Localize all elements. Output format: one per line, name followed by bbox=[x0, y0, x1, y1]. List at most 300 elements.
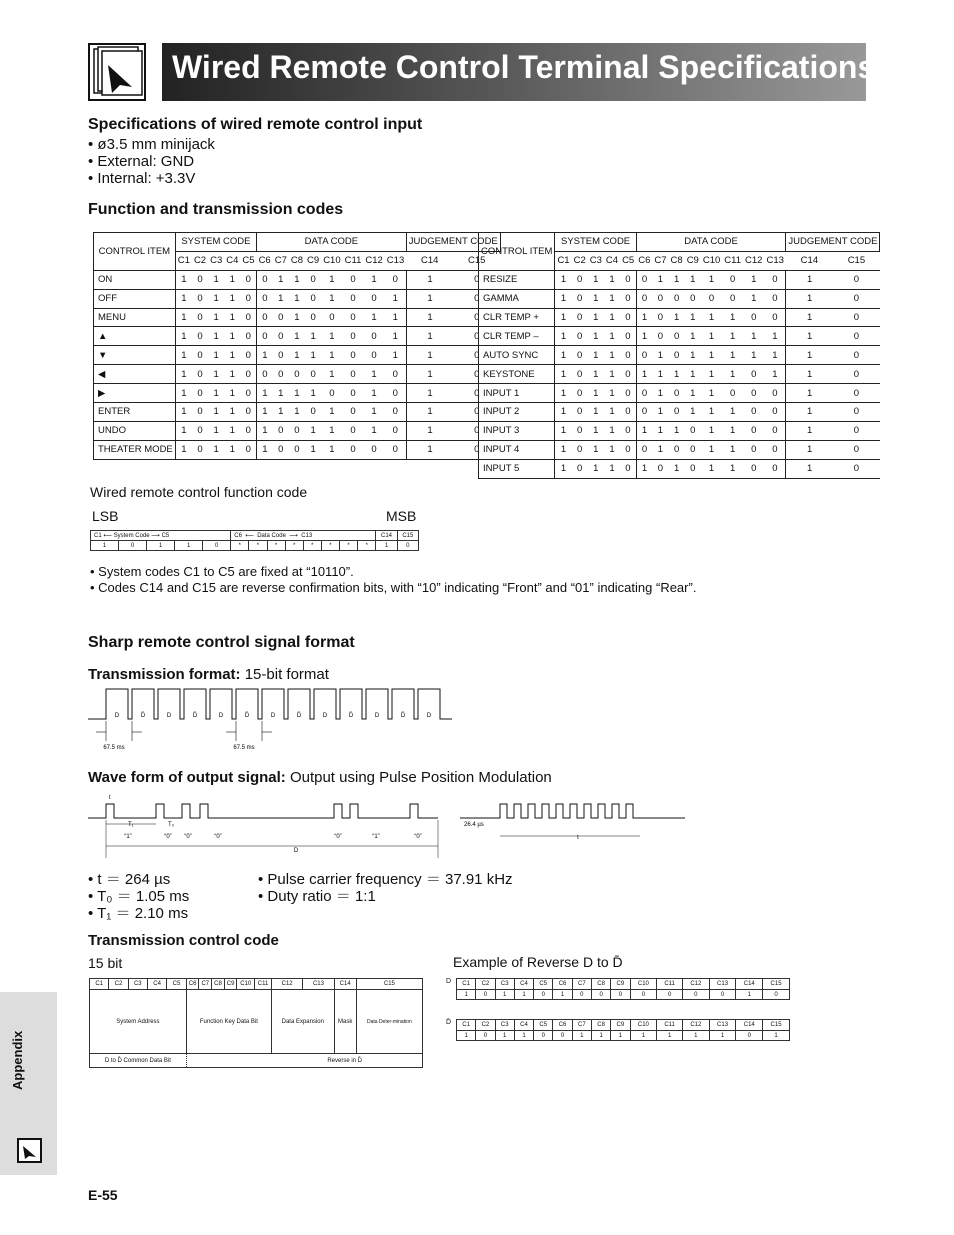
bit-cell: 0 bbox=[363, 327, 384, 346]
bit-cell: 1 bbox=[208, 440, 224, 459]
table-row bbox=[94, 308, 501, 327]
bit-cell: 1 bbox=[175, 421, 192, 440]
fc-h-c5: C5 bbox=[161, 533, 170, 539]
bit-cell: 1 bbox=[208, 421, 224, 440]
tx-control-heading: Transmission control code bbox=[88, 932, 279, 949]
bit-cell: 1 bbox=[685, 384, 701, 403]
bit-cell: 1 bbox=[406, 384, 453, 403]
bit-cell: 1 bbox=[604, 289, 620, 308]
bit-cell: 1 bbox=[208, 346, 224, 365]
bit-cell: 0 bbox=[620, 346, 636, 365]
bit-cell: 1 bbox=[604, 459, 620, 478]
bit-cell: 0 bbox=[240, 346, 256, 365]
col-header: C15 bbox=[453, 251, 500, 270]
bit-cell: 0 bbox=[833, 459, 880, 478]
bit-cell: 0 bbox=[572, 346, 588, 365]
carrier-period-label: 26.4 µs bbox=[464, 822, 484, 828]
bit-cell: 1 bbox=[588, 440, 604, 459]
bit-cell: * bbox=[340, 541, 358, 551]
bit-cell: 0 bbox=[240, 403, 256, 422]
bit-cell: 1 bbox=[208, 327, 224, 346]
bit-cell: 0 bbox=[343, 308, 364, 327]
col-header: C12 bbox=[363, 251, 384, 270]
bit-cell: 1 bbox=[305, 384, 321, 403]
bit-cell: 1 bbox=[588, 270, 604, 289]
bit-cell: 1 bbox=[652, 421, 668, 440]
bit-cell: 1 bbox=[588, 289, 604, 308]
bit-cell: 0 bbox=[833, 440, 880, 459]
bit-cell: 0 bbox=[636, 270, 652, 289]
bit-cell: 1 bbox=[636, 308, 652, 327]
col-header: C5 bbox=[620, 251, 636, 270]
bit-cell: 0 bbox=[764, 403, 785, 422]
bit-cell: 1 bbox=[604, 270, 620, 289]
col-header: C15 bbox=[763, 979, 790, 990]
bit-cell: 1 bbox=[406, 421, 453, 440]
bit-cell: 0 bbox=[289, 440, 305, 459]
bit-cell: 1 bbox=[175, 289, 192, 308]
col-header: C13 bbox=[303, 979, 334, 990]
col-header: C15 bbox=[356, 979, 422, 990]
bit-cell: 1 bbox=[701, 327, 722, 346]
col-header: C5 bbox=[534, 1020, 553, 1031]
bit-cell: 0 bbox=[192, 403, 208, 422]
col-header: C11 bbox=[722, 251, 743, 270]
note: • System codes C1 to C5 are fixed at “10110”. bbox=[90, 564, 354, 579]
table-row bbox=[479, 346, 880, 365]
reverse-d-table bbox=[456, 978, 790, 1000]
table-row bbox=[94, 327, 501, 346]
bit-cell: * bbox=[285, 541, 303, 551]
col-header: C13 bbox=[709, 979, 736, 990]
bit-cell: 1 bbox=[786, 365, 833, 384]
col-header: C13 bbox=[385, 251, 406, 270]
col-header: C8 bbox=[212, 979, 225, 990]
col-header: C9 bbox=[685, 251, 701, 270]
bit-cell: 1 bbox=[786, 289, 833, 308]
col-header: C13 bbox=[764, 251, 785, 270]
bit-cell: 1 bbox=[701, 308, 722, 327]
t0-label: T₀ bbox=[168, 822, 175, 828]
bit-cell: 1 bbox=[385, 327, 406, 346]
bit-cell: 0 bbox=[572, 365, 588, 384]
bit-cell: 0 bbox=[620, 384, 636, 403]
reverse-dbar-table bbox=[456, 1019, 790, 1041]
col-header: C11 bbox=[255, 979, 272, 990]
bit-cell: 1 bbox=[363, 308, 384, 327]
col-header: C1 bbox=[90, 979, 109, 990]
col-header: C2 bbox=[109, 979, 128, 990]
col-header: C2 bbox=[476, 1020, 495, 1031]
bit-cell: 1 bbox=[406, 289, 453, 308]
ppm-waveform-diagram bbox=[88, 788, 458, 858]
bit-cell: 0 bbox=[652, 459, 668, 478]
control-item: ▲ bbox=[94, 327, 176, 346]
bit-cell: 1 bbox=[604, 403, 620, 422]
table-row bbox=[479, 308, 880, 327]
col-header: C14 bbox=[736, 1020, 763, 1031]
col-header: C6 bbox=[553, 979, 572, 990]
control-item: CLR TEMP – bbox=[479, 327, 555, 346]
table-row bbox=[94, 289, 501, 308]
code-table-right bbox=[478, 232, 880, 479]
mask-cell: Mask bbox=[334, 990, 356, 1054]
bit-cell: 0 bbox=[591, 990, 610, 1000]
bit-cell: 1 bbox=[321, 270, 342, 289]
wave-bit-label: “0” bbox=[414, 834, 422, 840]
bit-cell: 1 bbox=[224, 440, 240, 459]
bit-cell: 1 bbox=[289, 384, 305, 403]
bit-cell: 0 bbox=[257, 327, 273, 346]
pulse-label: D bbox=[114, 713, 120, 719]
bit-cell: 1 bbox=[224, 403, 240, 422]
bit-cell: 0 bbox=[343, 289, 364, 308]
col-header: C10 bbox=[630, 979, 657, 990]
bit-cell: 1 bbox=[406, 270, 453, 289]
bit-cell: 0 bbox=[343, 440, 364, 459]
bit-cell: 0 bbox=[363, 289, 384, 308]
bit-cell: 1 bbox=[289, 289, 305, 308]
bit-cell: 0 bbox=[833, 346, 880, 365]
bit-cell: 0 bbox=[240, 440, 256, 459]
bit-cell: 1 bbox=[321, 327, 342, 346]
carrier-waveform-diagram bbox=[460, 796, 690, 846]
spec-item: • Internal: +3.3V bbox=[88, 170, 196, 187]
col-header: C12 bbox=[682, 979, 709, 990]
bit-cell: 1 bbox=[701, 346, 722, 365]
col-header: C2 bbox=[476, 979, 495, 990]
bit-cell: 1 bbox=[224, 327, 240, 346]
bit-cell: 0 bbox=[192, 327, 208, 346]
control-item: ▼ bbox=[94, 346, 176, 365]
bit-cell: 1 bbox=[786, 421, 833, 440]
bit-cell: 0 bbox=[636, 289, 652, 308]
bit-cell: 1 bbox=[406, 403, 453, 422]
bit-cell: 1 bbox=[743, 346, 764, 365]
bit-cell: 0 bbox=[652, 327, 668, 346]
bit-cell: 0 bbox=[453, 384, 500, 403]
bit-cell: 0 bbox=[833, 270, 880, 289]
col-header: C7 bbox=[572, 979, 591, 990]
col-header: C6 bbox=[257, 251, 273, 270]
pulse-label: D bbox=[218, 713, 224, 719]
bit-cell: 0 bbox=[343, 403, 364, 422]
bit-cell: 0 bbox=[572, 421, 588, 440]
bit-cell: 1 bbox=[652, 440, 668, 459]
bit-cell: 1 bbox=[604, 421, 620, 440]
col-judgement-code: JUDGEMENT CODE bbox=[406, 233, 500, 252]
bit-cell: 1 bbox=[363, 270, 384, 289]
col-header: C9 bbox=[611, 1020, 630, 1031]
t-label: t bbox=[109, 795, 111, 801]
bit-cell: 0 bbox=[363, 346, 384, 365]
col-header: C5 bbox=[240, 251, 256, 270]
bit-cell: 0 bbox=[192, 308, 208, 327]
bit-cell: 0 bbox=[192, 289, 208, 308]
bit-cell: 0 bbox=[764, 459, 785, 478]
bit-cell: 1 bbox=[175, 403, 192, 422]
bit-cell: 1 bbox=[722, 440, 743, 459]
bit-cell: 1 bbox=[764, 327, 785, 346]
bit-cell: 1 bbox=[321, 346, 342, 365]
fc-h-sys: System Code bbox=[113, 533, 150, 539]
bit-cell: 1 bbox=[722, 346, 743, 365]
pulse-label: D̄ bbox=[348, 713, 354, 719]
bit-cell: 0 bbox=[240, 270, 256, 289]
col-header: C8 bbox=[591, 979, 610, 990]
bit-cell: 0 bbox=[620, 459, 636, 478]
bit-cell: 0 bbox=[743, 384, 764, 403]
col-judgement-code: JUDGEMENT CODE bbox=[786, 233, 880, 252]
control-item: KEYSTONE bbox=[479, 365, 555, 384]
function-code-label: Wired remote control function code bbox=[90, 484, 308, 500]
bit-cell: 1 bbox=[709, 1031, 736, 1041]
bit-cell: 0 bbox=[572, 270, 588, 289]
appendix-label: Appendix bbox=[10, 1030, 25, 1090]
col-header: C14 bbox=[786, 251, 833, 270]
col-header: C7 bbox=[652, 251, 668, 270]
bit-cell: 1 bbox=[588, 403, 604, 422]
bit-cell: 1 bbox=[743, 289, 764, 308]
col-data-code: DATA CODE bbox=[257, 233, 407, 252]
col-header: C1 bbox=[555, 251, 572, 270]
param: • T₁ ＝ 2.10 ms bbox=[88, 905, 189, 922]
table-row bbox=[479, 365, 880, 384]
bit-cell: 1 bbox=[289, 308, 305, 327]
fc-h-c13: C13 bbox=[301, 533, 313, 539]
bit-cell: 0 bbox=[453, 421, 500, 440]
bit-cell: 0 bbox=[652, 289, 668, 308]
bit-cell: 0 bbox=[764, 289, 785, 308]
reverse-cell: Reverse in D̄ bbox=[186, 1054, 422, 1068]
bit-cell: * bbox=[267, 541, 285, 551]
bit-cell: 0 bbox=[273, 346, 289, 365]
control-item: GAMMA bbox=[479, 289, 555, 308]
col-header: C6 bbox=[186, 979, 199, 990]
control-item: ◀ bbox=[94, 365, 176, 384]
col-header: C4 bbox=[604, 251, 620, 270]
bit-cell: 1 bbox=[406, 327, 453, 346]
bit-cell: 1 bbox=[457, 990, 476, 1000]
col-header: C1 bbox=[457, 1020, 476, 1031]
table-row bbox=[94, 384, 501, 403]
bit-cell: 1 bbox=[572, 1031, 591, 1041]
bit-cell: 1 bbox=[786, 308, 833, 327]
bit-cell: 0 bbox=[743, 403, 764, 422]
bit-cell: 0 bbox=[669, 289, 685, 308]
table-row bbox=[479, 327, 880, 346]
bit-cell: 0 bbox=[192, 384, 208, 403]
bit-cell: 0 bbox=[669, 327, 685, 346]
bit-cell: 1 bbox=[764, 346, 785, 365]
bit-cell: 1 bbox=[208, 365, 224, 384]
bit-cell: 1 bbox=[273, 289, 289, 308]
bit-cell: 1 bbox=[514, 1031, 533, 1041]
bit-cell: 1 bbox=[786, 440, 833, 459]
bit-cell: 0 bbox=[453, 346, 500, 365]
tx-format-line bbox=[88, 666, 329, 683]
control-item: INPUT 5 bbox=[479, 459, 555, 478]
col-header: C9 bbox=[305, 251, 321, 270]
bit-cell: 0 bbox=[722, 289, 743, 308]
bit-cell: 0 bbox=[636, 403, 652, 422]
control-item: CLR TEMP + bbox=[479, 308, 555, 327]
bit-cell: 1 bbox=[208, 270, 224, 289]
col-header: C3 bbox=[495, 1020, 514, 1031]
col-header: C14 bbox=[406, 251, 453, 270]
col-header: C10 bbox=[237, 979, 255, 990]
bit-cell: 0 bbox=[257, 365, 273, 384]
bit-cell: 1 bbox=[604, 365, 620, 384]
appendix-tab-icon bbox=[17, 1138, 42, 1163]
bit-cell: 1 bbox=[385, 289, 406, 308]
bit-cell: 1 bbox=[591, 1031, 610, 1041]
bit-cell: 1 bbox=[175, 541, 203, 551]
bit-cell: 1 bbox=[736, 990, 763, 1000]
table-row bbox=[94, 421, 501, 440]
data-expansion-cell: Data Expansion bbox=[271, 990, 334, 1054]
bit-cell: 0 bbox=[343, 421, 364, 440]
bit-cell: 0 bbox=[620, 327, 636, 346]
col-system-code: SYSTEM CODE bbox=[555, 233, 636, 252]
bit-cell: * bbox=[249, 541, 267, 551]
col-control-item: CONTROL ITEM bbox=[479, 233, 555, 271]
col-header: C4 bbox=[514, 979, 533, 990]
dbar-row-label: D̄ bbox=[446, 1019, 452, 1026]
bit-cell: 1 bbox=[224, 346, 240, 365]
bit-cell: 1 bbox=[636, 365, 652, 384]
t1-label: T₁ bbox=[128, 822, 134, 828]
bit-cell: 0 bbox=[685, 289, 701, 308]
bit-cell: 1 bbox=[273, 384, 289, 403]
interval-label: 67.5 ms bbox=[233, 745, 255, 751]
bit-cell: 0 bbox=[257, 308, 273, 327]
bit-cell: 1 bbox=[321, 289, 342, 308]
bit-cell: 1 bbox=[208, 403, 224, 422]
bit-cell: 1 bbox=[588, 308, 604, 327]
bit-cell: 1 bbox=[553, 990, 572, 1000]
bit-cell: 1 bbox=[224, 308, 240, 327]
col-header: C3 bbox=[208, 251, 224, 270]
bit-cell: 1 bbox=[669, 308, 685, 327]
ppm-wave bbox=[88, 804, 438, 818]
bit-cell: 1 bbox=[701, 421, 722, 440]
pulse-label: D bbox=[322, 713, 328, 719]
bit-cell: * bbox=[231, 541, 249, 551]
pulse-label: D bbox=[270, 713, 276, 719]
bit-cell: 0 bbox=[743, 459, 764, 478]
table-row bbox=[94, 270, 501, 289]
bit-cell: 0 bbox=[453, 270, 500, 289]
bit-cell: 1 bbox=[588, 459, 604, 478]
bit-cell: 0 bbox=[833, 289, 880, 308]
bit-cell: 0 bbox=[620, 421, 636, 440]
control-item: ENTER bbox=[94, 403, 176, 422]
col-header: C6 bbox=[553, 1020, 572, 1031]
pulse-label: D̄ bbox=[244, 713, 250, 719]
table-row bbox=[94, 365, 501, 384]
bit-cell: 0 bbox=[833, 308, 880, 327]
col-header: C12 bbox=[271, 979, 302, 990]
bit-cell: 0 bbox=[685, 440, 701, 459]
pulse-label: D̄ bbox=[400, 713, 406, 719]
bit-cell: 1 bbox=[363, 384, 384, 403]
pulse-label: D̄ bbox=[192, 713, 198, 719]
table-row bbox=[479, 384, 880, 403]
bit-cell: 1 bbox=[701, 270, 722, 289]
bit-cell: 0 bbox=[534, 1031, 553, 1041]
bit-cell: 1 bbox=[321, 421, 342, 440]
bit-cell: 1 bbox=[273, 270, 289, 289]
bit-cell: 0 bbox=[385, 440, 406, 459]
bit-cell: 0 bbox=[620, 270, 636, 289]
bit-cell: * bbox=[321, 541, 339, 551]
bit-cell: 1 bbox=[175, 327, 192, 346]
bit-cell: 0 bbox=[685, 421, 701, 440]
bit-cell: 0 bbox=[273, 365, 289, 384]
bit-cell: 0 bbox=[289, 421, 305, 440]
col-header: C9 bbox=[611, 979, 630, 990]
control-item: INPUT 1 bbox=[479, 384, 555, 403]
bit-cell: 1 bbox=[786, 403, 833, 422]
bit-cell: 1 bbox=[636, 421, 652, 440]
bit-cell: 0 bbox=[572, 289, 588, 308]
bit-cell: 0 bbox=[833, 421, 880, 440]
bit-cell: 0 bbox=[709, 990, 736, 1000]
bit-cell: 1 bbox=[289, 403, 305, 422]
bit-cell: 1 bbox=[224, 384, 240, 403]
pulse-label: D bbox=[374, 713, 380, 719]
bit-cell: 0 bbox=[476, 990, 495, 1000]
control-item: UNDO bbox=[94, 421, 176, 440]
title-bar bbox=[88, 43, 876, 101]
bit-cell: 0 bbox=[453, 327, 500, 346]
bit-cell: 1 bbox=[722, 459, 743, 478]
bit-cell: 0 bbox=[620, 403, 636, 422]
bit-cell: 0 bbox=[833, 327, 880, 346]
wave-line bbox=[88, 769, 552, 786]
bit-cell: 1 bbox=[175, 440, 192, 459]
bit-cell: 0 bbox=[669, 384, 685, 403]
bit-cell: 0 bbox=[240, 308, 256, 327]
bit-cell: 1 bbox=[588, 384, 604, 403]
col-header: C7 bbox=[273, 251, 289, 270]
bit-cell: 0 bbox=[385, 403, 406, 422]
control-item: INPUT 3 bbox=[479, 421, 555, 440]
bit-cell: 1 bbox=[588, 346, 604, 365]
bit-cell: 0 bbox=[652, 308, 668, 327]
bit-cell: 1 bbox=[385, 346, 406, 365]
bit-cell: 0 bbox=[572, 440, 588, 459]
bit-cell: 0 bbox=[722, 384, 743, 403]
col-header: C15 bbox=[763, 1020, 790, 1031]
msb-label: MSB bbox=[386, 508, 417, 524]
bit-cell: 1 bbox=[555, 384, 572, 403]
bit-cell: 1 bbox=[289, 327, 305, 346]
bit-cell: 1 bbox=[701, 403, 722, 422]
bit-cell: 0 bbox=[611, 990, 630, 1000]
bit-cell: 0 bbox=[273, 440, 289, 459]
bit-cell: 1 bbox=[224, 289, 240, 308]
col-header: C4 bbox=[514, 1020, 533, 1031]
page-number: E-55 bbox=[88, 1187, 118, 1203]
bit-cell: 1 bbox=[685, 365, 701, 384]
bit-cell: 1 bbox=[685, 308, 701, 327]
bit-cell: * bbox=[303, 541, 321, 551]
bit-cell: 0 bbox=[572, 459, 588, 478]
bit-cell: 1 bbox=[305, 440, 321, 459]
note: • Codes C14 and C15 are reverse confirmation bits, with “10” indicating “Front” and “01” indicating “Rear”. bbox=[90, 580, 697, 595]
